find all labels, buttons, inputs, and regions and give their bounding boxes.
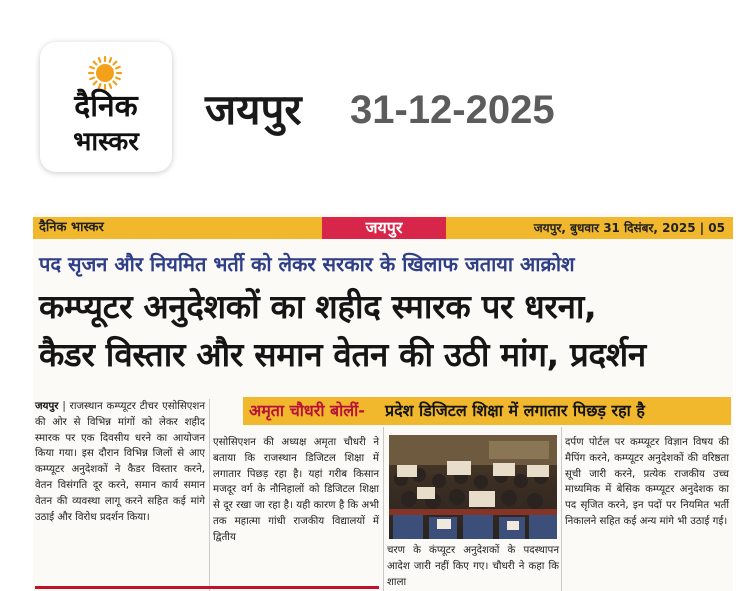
headline-line-1: कम्प्यूटर अनुदेशकों का शहीद स्मारक पर धरना, [39,287,597,326]
article-column-4: दर्पण पोर्टल पर कम्प्यूटर विज्ञान विषय की मैपिंग करने, कम्प्यूटर अनुदेशकों की वरिष्ठता सूची जारी करने, प्रत्येक राजकीय उच्च माध्यमिक में बेसिक कम्प्यूटर अनुदेशक का पद सृजित करने, इन पदों पर नियमित भर्ती निकालने सहित कई अन्य मांगे भी उठाई गई। [565,437,729,527]
quote-speaker: अमृता चौधरी बोलीं- [249,401,365,420]
main-headline [39,283,729,379]
kicker-headline: पद सृजन और नियमित भर्ती को लेकर सरकार के खिलाफ जताया आक्रोश [39,252,575,276]
logo-text-line1: दैनिक [74,89,138,124]
headline-line-2: कैडर विस्तार और समान वेतन की उठी मांग, प्रदर्शन [39,335,646,374]
article-column-1 [35,399,205,525]
quote-text: प्रदेश डिजिटल शिक्षा में लगातार पिछड़ रहा है [385,401,645,420]
dateline: जयपुर, बुधवार 31 दिसंबर, 2025 | 05 [533,221,725,235]
section-label: जयपुर [322,217,446,239]
article-column-3: चरण के कंप्यूटर अनुदेशकों के पदस्थापन आदेश जारी नहीं किए गए। चौधरी ने कहा कि शाला [387,545,559,588]
column-divider [561,427,562,591]
masthead-logo: दैनिक भास्कर [39,220,104,235]
article-column-1-text: | राजस्थान कम्प्यूटर टीचर एसोसिएशन की ओर से विभिन्न मांगों को लेकर शहीद स्मारक पर एक दिवसीय धरने का आयोजन किया गया। इस दौरान विभिन्न जिलों से आए कम्प्यूटर अनुदेशकों ने कैडर विस्तार करने, वेतन विसंगति दूर करने, समान कार्य समान वेतन की व्यवस्था लागू करने सहित कई मांगे उठाई और विरोध प्रदर्शन किया। [35,401,205,523]
protest-crowd-image [389,435,557,539]
article-lead: जयपुर [35,401,59,412]
protest-photo [389,435,557,539]
header-city: जयपुर [205,85,302,134]
sun-icon [88,56,122,90]
column-divider [383,427,384,591]
quote-bar [243,397,731,425]
logo-text-line2: भास्कर [73,127,139,157]
newspaper-clipping [33,213,733,591]
masthead-band [33,217,733,239]
dainik-bhaskar-logo [40,42,172,172]
header-date: 31-12-2025 [350,88,555,132]
red-divider [35,586,379,589]
article-column-2: एसोसिएशन की अध्यक्ष अमृता चौधरी ने बताया कि राजस्थान डिजिटल शिक्षा में लगातार पिछड़ रहा है। यहां गरीब किसान मजदूर वर्ग के नौनिहालों को डिजिटल शिक्षा से दूर रखा जा रहा है। यही कारण है कि अभी तक महात्मा गांधी राजकीय विद्यालयों में द्वितीय [213,437,379,543]
column-divider [209,399,210,591]
